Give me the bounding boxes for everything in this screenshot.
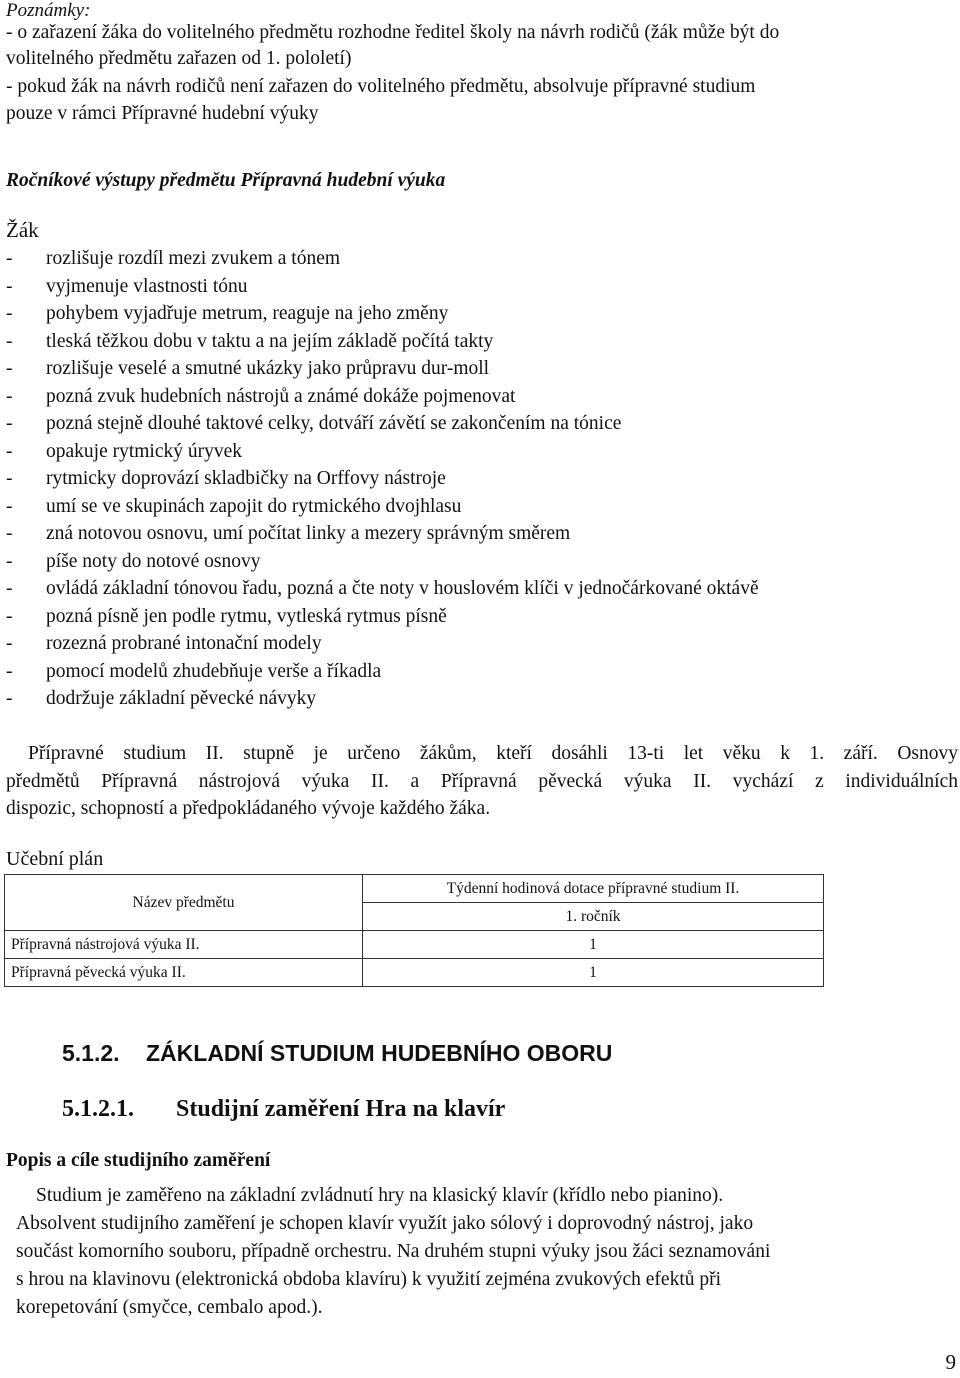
list-item <box>6 686 759 714</box>
list-item <box>6 494 759 522</box>
list-item-text: pozná stejně dlouhé taktové celky, dotváří závětí se zakončením na tónice <box>46 413 622 434</box>
list-item-text: rozlišuje rozdíl mezi zvukem a tónem <box>46 248 341 269</box>
list-item <box>6 301 759 329</box>
list-item-text: pozná zvuk hudebních nástrojů a známé dokáže pojmenovat <box>46 385 516 407</box>
list-item <box>6 274 759 302</box>
list-dash: - <box>6 330 13 352</box>
notes-line: pouze v rámci Přípravné hudební výuky <box>6 103 319 124</box>
description-line: Studium je zaměřeno na základní zvládnutí hry na klasický klavír (křídlo nebo pianino). <box>36 1185 724 1206</box>
table-row <box>5 959 824 987</box>
list-dash: - <box>6 275 13 297</box>
list-item-text: umí se ve skupinách zapojit do rytmického dvojhlasu <box>46 495 462 517</box>
section-title: ZÁKLADNÍ STUDIUM HUDEBNÍHO OBORU <box>146 1040 613 1066</box>
list-dash: - <box>6 578 13 599</box>
notes-line: - pokud žák na návrh rodičů není zařazen do volitelného předmětu, absolvuje přípravné studium <box>6 76 756 97</box>
list-item <box>6 246 759 274</box>
outcomes-list <box>6 246 759 714</box>
list-item <box>6 466 759 494</box>
table-row <box>5 931 824 959</box>
list-item-text: vyjmenuje vlastnosti tónu <box>46 275 248 297</box>
subsection-title: Studijní zaměření Hra na klavír <box>176 1096 506 1122</box>
list-item <box>6 384 759 412</box>
description-line: Absolvent studijního zaměření je schopen klavír využít jako sólový i doprovodný nástroj, jako <box>16 1213 754 1234</box>
list-dash: - <box>6 605 13 627</box>
section-number: 5.1.2. <box>62 1040 120 1066</box>
list-item-text: ovládá základní tónovou řadu, pozná a čte noty v houslovém klíči v jednočárkované oktávě <box>46 578 759 599</box>
plan-header-year: 1. ročník <box>363 903 824 931</box>
list-item <box>6 356 759 384</box>
plan-title: Učební plán <box>6 848 104 870</box>
prep-paragraph-line: Přípravné studium II. stupně je určeno žákům, kteří dosáhli 13-ti let věku k 1. září. Osnovy <box>28 743 958 764</box>
notes-line: volitelného předmětu zařazen od 1. pololetí) <box>6 48 352 69</box>
list-dash: - <box>6 468 13 489</box>
list-item <box>6 659 759 687</box>
list-dash: - <box>6 523 13 544</box>
outcomes-heading: Ročníkové výstupy předmětu Přípravná hudební výuka <box>6 170 446 191</box>
plan-cell-subject: Přípravná pěvecká výuka II. <box>5 959 363 987</box>
subsection-number: 5.1.2.1. <box>62 1096 134 1122</box>
notes-line: - o zařazení žáka do volitelného předmětu rozhodne ředitel školy na návrh rodičů (žák může být do <box>6 22 780 43</box>
plan-header-hours: Týdenní hodinová dotace přípravné studium II. <box>363 875 824 903</box>
list-item-text: pomocí modelů zhudebňuje verše a říkadla <box>46 660 382 682</box>
description-paragraph <box>16 1182 906 1322</box>
list-dash: - <box>6 550 13 572</box>
notes-label: Poznámky: <box>6 0 91 21</box>
list-item <box>6 329 759 357</box>
description-line: součást komorního souboru, případně orchestru. Na druhém stupni výuky jsou žáci seznamováni <box>16 1241 771 1262</box>
list-item-text: zná notovou osnovu, umí počítat linky a mezery správným směrem <box>46 523 571 544</box>
list-item-text: dodržuje základní pěvecké návyky <box>46 688 317 709</box>
plan-cell-hours: 1 <box>363 931 824 959</box>
plan-cell-hours: 1 <box>363 959 824 987</box>
list-dash: - <box>6 303 13 324</box>
list-item-text: opakuje rytmický úryvek <box>46 440 243 462</box>
list-item <box>6 604 759 632</box>
list-dash: - <box>6 633 13 654</box>
list-dash: - <box>6 440 13 462</box>
list-item <box>6 411 759 439</box>
plan-table <box>4 874 824 987</box>
page-number: 9 <box>945 1350 956 1374</box>
list-dash: - <box>6 495 13 517</box>
list-item-text: píše noty do notové osnovy <box>46 550 261 572</box>
list-dash: - <box>6 688 13 709</box>
list-item <box>6 549 759 577</box>
prep-paragraph-line: dispozic, schopností a předpokládaného vývoje každého žáka. <box>6 798 491 819</box>
list-item-text: rytmicky doprovází skladbičky na Orffovy nástroje <box>46 468 446 489</box>
list-dash: - <box>6 660 13 682</box>
list-item-text: pozná písně jen podle rytmu, vytleská rytmus písně <box>46 605 447 627</box>
description-line: korepetování (smyčce, cembalo apod.). <box>16 1297 323 1318</box>
section-heading <box>62 1040 612 1067</box>
plan-header-subject: Název předmětu <box>5 875 363 931</box>
plan-cell-subject: Přípravná nástrojová výuka II. <box>5 931 363 959</box>
list-dash: - <box>6 358 13 379</box>
list-dash: - <box>6 248 13 269</box>
subsection-heading <box>62 1096 505 1123</box>
outcomes-subject: Žák <box>6 218 39 242</box>
list-item <box>6 576 759 604</box>
list-item <box>6 631 759 659</box>
prep-paragraph-line: předmětů Přípravná nástrojová výuka II. a Přípravná pěvecká výuka II. vychází z individuálních <box>6 770 958 792</box>
prep-paragraph <box>6 740 958 823</box>
list-dash: - <box>6 385 13 407</box>
list-item <box>6 439 759 467</box>
list-item-text: pohybem vyjadřuje metrum, reaguje na jeho změny <box>46 303 449 324</box>
list-item-text: tleská těžkou dobu v taktu a na jejím základě počítá takty <box>46 330 494 352</box>
description-heading: Popis a cíle studijního zaměření <box>6 1150 271 1171</box>
description-line: s hrou na klavinovu (elektronická obdoba klavíru) k využití zejména zvukových efektů při <box>16 1269 722 1290</box>
list-dash: - <box>6 413 13 434</box>
list-item-text: rozlišuje veselé a smutné ukázky jako průpravu dur-moll <box>46 358 490 379</box>
list-item <box>6 521 759 549</box>
list-item-text: rozezná probrané intonační modely <box>46 633 322 654</box>
